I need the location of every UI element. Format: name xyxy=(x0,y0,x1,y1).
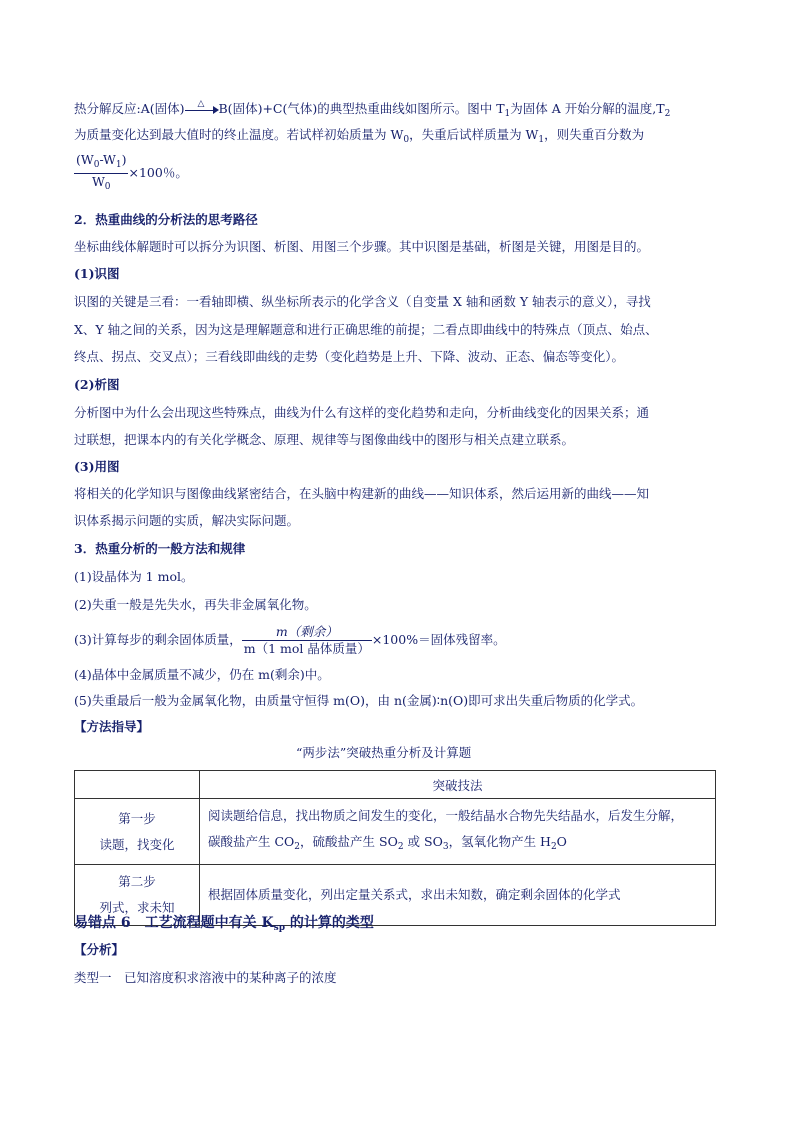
method-guide-heading: 【方法指导】 xyxy=(74,719,150,734)
fraction-numerator: m（剩余） xyxy=(242,624,372,641)
paragraph: 将相关的化学知识与图像曲线紧密结合，在头脑中构建新的曲线——知识体系，然后运用新的曲线——知 xyxy=(74,486,650,501)
step-cell xyxy=(75,799,200,865)
sub-heading: (1)识图 xyxy=(74,266,120,281)
paragraph: 分析图中为什么会出现这些特殊点，曲线为什么有这样的变化趋势和走向，分析曲线变化的因果关系；通 xyxy=(74,405,650,420)
technique-text: 碳酸盐产生 $CO_2$，硫酸盐产生 $SO_2$ 或 $SO_3$，氢氧化物产生 $H_2O$ xyxy=(208,834,567,852)
list-item-text: ×100%＝固体残留率。 xyxy=(371,632,506,647)
paragraph: 识体系揭示问题的实质，解决实际问题。 xyxy=(74,513,300,528)
sub-heading: (3)用图 xyxy=(74,459,120,474)
sub-heading: (2)析图 xyxy=(74,377,120,392)
fraction-denominator: m（1 mol 晶体质量） xyxy=(243,641,370,656)
step-label: 第二步 xyxy=(118,874,156,889)
list-item-text: (3)计算每步的剩余固体质量， xyxy=(74,632,242,647)
section-heading: 3．热重分析的一般方法和规律 xyxy=(74,541,246,556)
paragraph: X、Y 轴之间的关系，因为这是理解题意和进行正确思维的前提；二看点即曲线中的特殊点（顶点、始点、 xyxy=(74,322,658,337)
step-name: 列式，求未知 xyxy=(99,900,175,915)
technique-cell xyxy=(200,799,716,865)
fraction xyxy=(74,152,128,195)
point-heading: 易错点 6 工艺流程题中有关 $K_{sp}$ 的计算的类型 xyxy=(74,915,374,933)
residue-fraction xyxy=(242,624,372,657)
intro-line-1 xyxy=(74,98,671,122)
list-item: (1)设晶体为 1 mol。 xyxy=(74,569,194,584)
subscript: 1 xyxy=(538,135,545,145)
list-item: (5)失重最后一般为金属氧化物，由质量守恒得 m(O)，由 n(金属)∶n(O)即可求出失重后物质的化学式。 xyxy=(74,693,644,708)
formula-tail: ×100％。 xyxy=(128,165,188,180)
table-header-empty xyxy=(75,771,200,799)
fraction-numerator: $(W_0-W_1)$ xyxy=(74,152,128,174)
section-heading: 2．热重曲线的分析法的思考路径 xyxy=(74,212,258,227)
table-header: 突破技法 xyxy=(200,771,716,799)
intro-text: 为固体 A 开始分解的温度,T xyxy=(510,101,665,116)
method-table xyxy=(74,770,716,926)
technique-text: 阅读题给信息，找出物质之间发生的变化，一般结晶水合物先失结晶水，后发生分解， xyxy=(208,808,684,823)
subscript: 0 xyxy=(403,135,410,145)
list-item: (2)失重一般是先失水，再失非金属氧化物。 xyxy=(74,597,317,612)
heat-arrow-icon xyxy=(185,98,219,115)
intro-text: 为质量变化达到最大值时的终止温度。若试样初始质量为 W xyxy=(74,127,404,142)
paragraph: 识图的关键是三看：一看轴即横、纵坐标所表示的化学含义（自变量 X 轴和函数 Y 轴表示的意义），寻找 xyxy=(74,294,651,309)
subscript: 1 xyxy=(504,109,511,119)
intro-text: B(固体)+C(气体)的典型热重曲线如图所示。图中 T xyxy=(218,101,505,116)
heat-mark: △ xyxy=(197,98,205,109)
technique-cell: 根据固体质量变化，列出定量关系式，求出未知数，确定剩余固体的化学式 xyxy=(200,865,716,926)
paragraph: 终点、拐点、交叉点）；三看线即曲线的走势（变化趋势是上升、下降、波动、正态、偏态等变化）。 xyxy=(74,349,625,364)
analysis-heading: 【分析】 xyxy=(74,942,125,957)
type-heading: 类型一 已知溶度积求溶液中的某种离子的浓度 xyxy=(74,970,337,985)
step-name: 读题，找变化 xyxy=(99,836,175,852)
intro-text: 热分解反应:A(固体) xyxy=(74,101,185,116)
paragraph: 过联想，把课本内的有关化学概念、原理、规律等与图像曲线中的图形与相关点建立联系。 xyxy=(74,432,575,447)
subscript: 2 xyxy=(664,109,671,119)
table-row xyxy=(75,771,716,799)
fraction-denominator: $W_0$ xyxy=(91,174,111,192)
list-item xyxy=(74,624,506,657)
intro-text: ，则失重百分数为 xyxy=(544,127,645,142)
table-title: “两步法”突破热重分析及计算题 xyxy=(296,745,472,760)
weight-loss-formula xyxy=(74,152,188,195)
intro-line-2 xyxy=(74,127,644,148)
list-item: (4)晶体中金属质量不减少，仍在 m(剩余)中。 xyxy=(74,667,330,682)
step-label: 第一步 xyxy=(118,810,156,826)
table-row xyxy=(75,799,716,865)
paragraph: 坐标曲线体解题时可以拆分为识图、析图、用图三个步骤。其中识图是基础，析图是关键，用图是目的。 xyxy=(74,239,650,254)
intro-text: ，失重后试样质量为 W xyxy=(409,127,539,142)
